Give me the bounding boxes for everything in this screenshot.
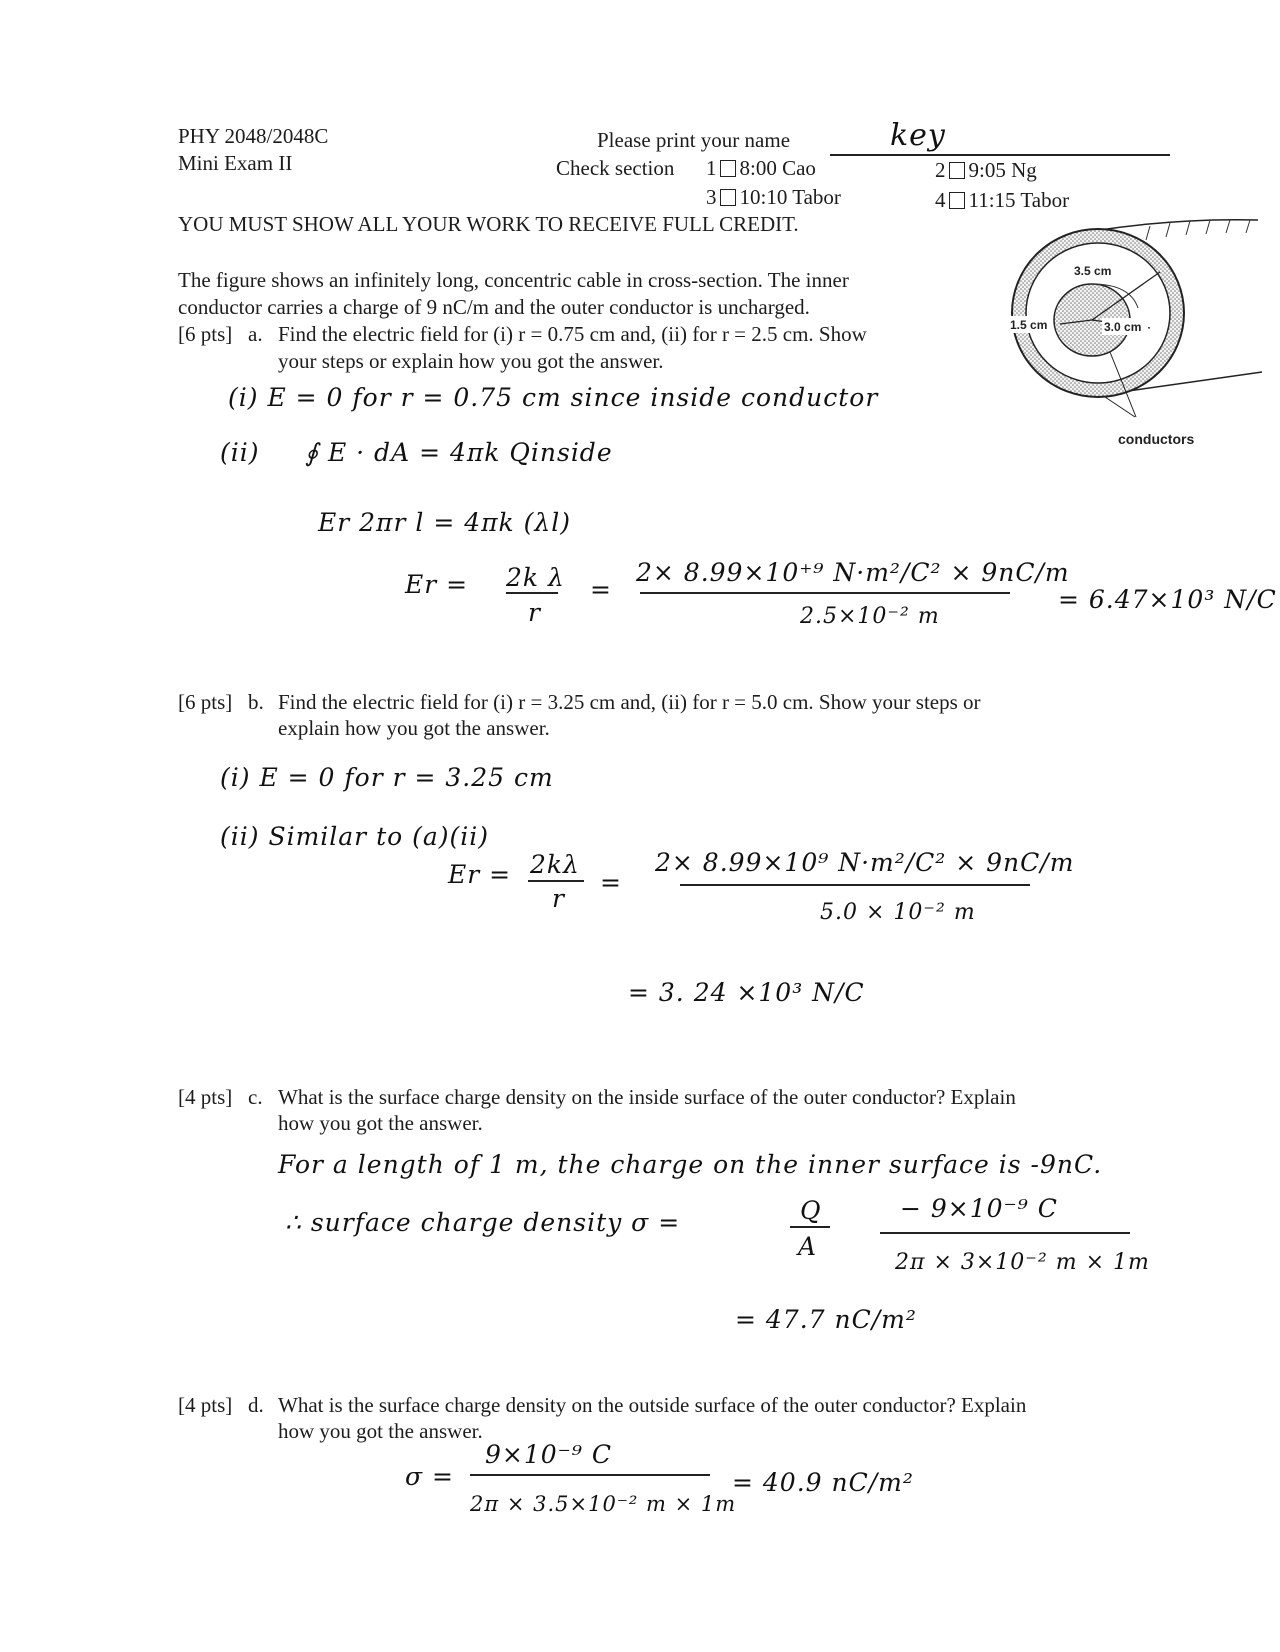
qb-er-label: Er = xyxy=(448,860,512,889)
qc-frac2-num: − 9×10⁻⁹ C xyxy=(900,1194,1058,1223)
checkbox-3[interactable] xyxy=(720,189,736,206)
qc-frac2-bar xyxy=(880,1232,1130,1234)
qc-result: = 47.7 nC/m² xyxy=(735,1305,917,1334)
qd-sigma: σ = xyxy=(405,1462,454,1491)
qa-answer-i: (i) E = 0 for r = 0.75 cm since inside conductor xyxy=(228,383,879,412)
qb-frac2-bar xyxy=(680,884,1030,886)
qd-num: 9×10⁻⁹ C xyxy=(485,1440,612,1469)
checkbox-1[interactable] xyxy=(720,160,736,177)
qd-den: 2π × 3.5×10⁻² m × 1m xyxy=(470,1492,737,1516)
qa-frac2-num: 2× 8.99×10⁺⁹ N·m²/C² × 9nC/m xyxy=(636,558,1070,587)
name-value[interactable]: key xyxy=(890,118,946,153)
qa-er-label: Er = xyxy=(405,570,469,599)
qb-equals: = xyxy=(600,868,622,897)
qb-line-2: explain how you got the answer. xyxy=(278,716,550,740)
qd-line-1: What is the surface charge density on the outside surface of the outer conductor? Explain xyxy=(278,1393,1027,1417)
qa-equals: = xyxy=(590,575,612,604)
check-section-label: Check section xyxy=(556,156,675,180)
qd-points: [4 pts] xyxy=(178,1393,233,1417)
qc-answer-1: For a length of 1 m, the charge on the inner surface is -9nC. xyxy=(278,1150,1103,1179)
qa-result: = 6.47×10³ N/C xyxy=(1058,585,1277,614)
qb-frac1-den: r xyxy=(552,884,565,913)
qb-frac2-num: 2× 8.99×10⁹ N·m²/C² × 9nC/m xyxy=(655,848,1075,877)
section-2-option[interactable]: 2 9:05 Ng xyxy=(935,158,1037,182)
checkbox-2[interactable] xyxy=(949,162,965,179)
qc-line-2: how you got the answer. xyxy=(278,1111,483,1135)
qc-frac1-num: Q xyxy=(800,1196,822,1225)
checkbox-4[interactable] xyxy=(949,192,965,209)
qb-frac2-den: 5.0 × 10⁻² m xyxy=(820,900,976,925)
section-3-option[interactable]: 3 10:10 Tabor xyxy=(706,185,841,209)
qc-line-1: What is the surface charge density on the inside surface of the outer conductor? Explain xyxy=(278,1085,1016,1109)
qc-frac1-bar xyxy=(790,1226,830,1228)
qd-line-2: how you got the answer. xyxy=(278,1419,483,1443)
qb-answer-i: (i) E = 0 for r = 3.25 cm xyxy=(220,763,554,792)
qb-frac1-bar xyxy=(528,880,584,882)
instruction: YOU MUST SHOW ALL YOUR WORK TO RECEIVE FULL CREDIT. xyxy=(178,212,799,236)
qc-points: [4 pts] xyxy=(178,1085,233,1109)
qa-points: [6 pts] xyxy=(178,322,233,346)
section-1-option[interactable]: 1 8:00 Cao xyxy=(706,156,816,180)
figure-label-outer: 3.5 cm xyxy=(1074,264,1112,278)
qd-letter: d. xyxy=(248,1393,264,1417)
qb-answer-ii: (ii) Similar to (a)(ii) xyxy=(220,822,490,851)
qb-frac1-num: 2kλ xyxy=(530,850,580,879)
qb-points: [6 pts] xyxy=(178,690,233,714)
qa-frac2-den: 2.5×10⁻² m xyxy=(800,604,940,629)
coaxial-cable-figure xyxy=(1000,212,1280,452)
qb-letter: b. xyxy=(248,690,264,714)
qa-frac2-bar xyxy=(640,592,1010,594)
qa-answer-ii-label: (ii) xyxy=(220,438,260,467)
figure-label-mid: 3.0 cm xyxy=(1104,320,1142,334)
qc-frac1-den: A xyxy=(798,1232,818,1261)
name-label: Please print your name xyxy=(597,128,791,152)
qd-frac-bar xyxy=(470,1474,710,1476)
figure-label-conductors: conductors xyxy=(1118,431,1195,447)
qb-line-1: Find the electric field for (i) r = 3.25 cm and, (ii) for r = 5.0 cm. Show your steps or xyxy=(278,690,981,714)
qc-letter: c. xyxy=(248,1085,263,1109)
qa-frac1-num: 2k λ xyxy=(506,563,565,592)
section-4-option[interactable]: 4 11:15 Tabor xyxy=(935,188,1070,212)
qa-line-1: Find the electric field for (i) r = 0.75 cm and, (ii) for r = 2.5 cm. Show xyxy=(278,322,867,346)
qa-frac1-bar xyxy=(506,592,558,594)
figure-label-inner: 1.5 cm xyxy=(1010,318,1048,332)
qc-answer-2: ∴ surface charge density σ = xyxy=(285,1208,681,1237)
qa-answer-line2: Er 2πr l = 4πk (λl) xyxy=(318,508,571,537)
intro-line-2: conductor carries a charge of 9 nC/m and the outer conductor is uncharged. xyxy=(178,295,810,319)
qa-answer-gauss: ∮ E · dA = 4πk Qinside xyxy=(305,438,613,467)
qa-line-2: your steps or explain how you got the answer. xyxy=(278,349,664,373)
intro-line-1: The figure shows an infinitely long, concentric cable in cross-section. The inner xyxy=(178,268,849,292)
qa-frac1-den: r xyxy=(528,598,541,627)
qa-letter: a. xyxy=(248,322,263,346)
qd-result: = 40.9 nC/m² xyxy=(732,1468,914,1497)
qc-frac2-den: 2π × 3×10⁻² m × 1m xyxy=(895,1250,1150,1275)
name-underline xyxy=(830,154,1170,156)
exam-title: Mini Exam II xyxy=(178,151,293,175)
qb-result: = 3. 24 ×10³ N/C xyxy=(628,978,865,1007)
course-code: PHY 2048/2048C xyxy=(178,124,329,148)
